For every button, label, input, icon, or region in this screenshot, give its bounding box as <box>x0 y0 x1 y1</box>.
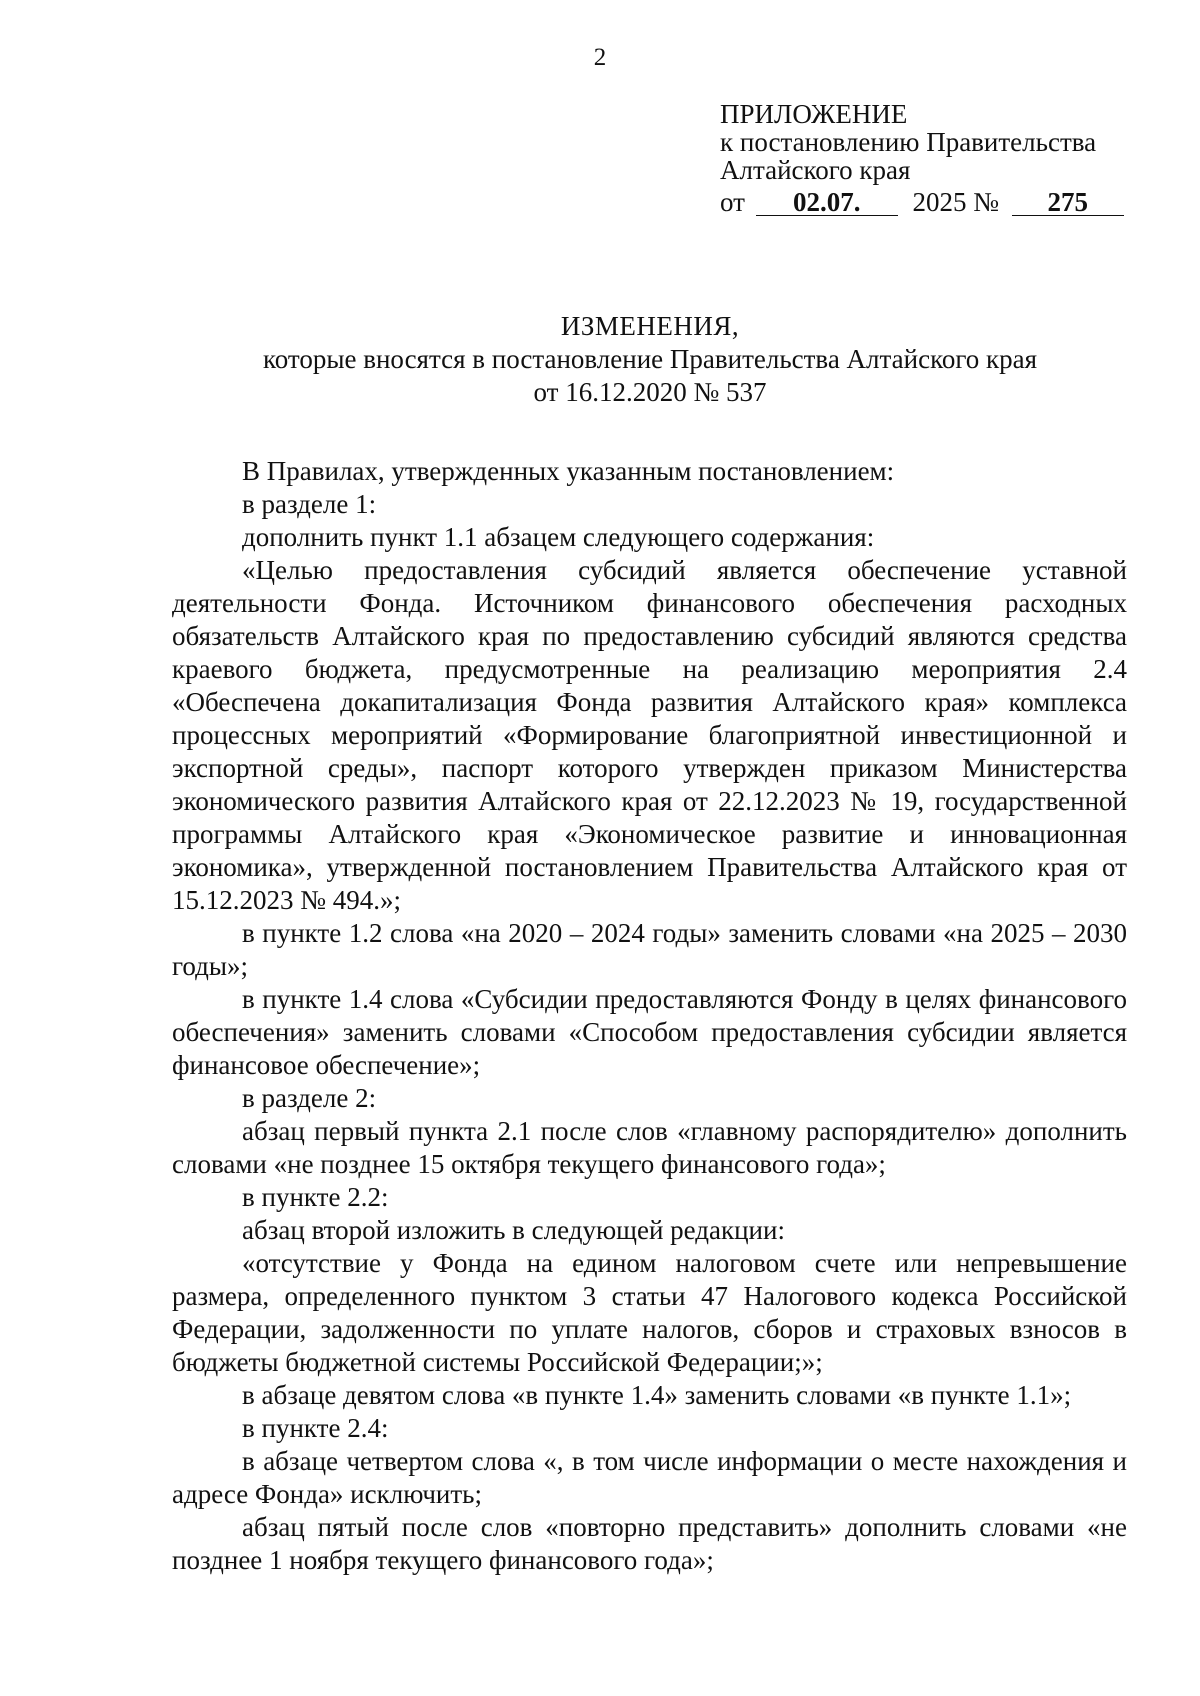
appendix-date-line <box>720 188 1140 216</box>
document-reference: от 16.12.2020 № 537 <box>533 377 767 407</box>
paragraph: в пункте 1.2 слова «на 2020 – 2024 годы» заменить словами «на 2025 – 2030 годы»; <box>172 918 1127 981</box>
paragraph: абзац второй изложить в следующей редакции: <box>242 1215 785 1245</box>
appendix-title: ПРИЛОЖЕНИЕ <box>720 99 908 129</box>
paragraph: в разделе 1: <box>242 489 377 519</box>
document-subtitle: которые вносятся в постановление Правительства Алтайского края <box>262 344 1037 374</box>
paragraph: в абзаце девятом слова «в пункте 1.4» заменить словами «в пункте 1.1»; <box>242 1380 1072 1410</box>
body-text <box>172 455 1127 1577</box>
paragraph: в абзаце четвертом слова «, в том числе информации о месте нахождения и адресе Фонда» исключить; <box>172 1446 1127 1509</box>
decree-year: 2025 № <box>912 187 999 217</box>
from-label: от <box>720 187 745 217</box>
paragraph: абзац первый пункта 2.1 после слов «главному распорядителю» дополнить словами «не позднее 15 октября текущего финансового года»; <box>172 1116 1127 1179</box>
paragraph: в пункте 2.2: <box>242 1182 389 1212</box>
appendix-line-2: Алтайского края <box>720 155 911 185</box>
document-title: ИЗМЕНЕНИЯ, <box>560 311 740 341</box>
decree-number: 275 <box>1012 189 1124 216</box>
page-number: 2 <box>593 44 607 71</box>
paragraph: в пункте 1.4 слова «Субсидии предоставляются Фонду в целях финансового обеспечения» заменить словами «Способом предоставления субсидии является финансовое обеспечение»; <box>172 984 1127 1080</box>
appendix-block <box>720 100 1140 216</box>
heading-block <box>0 310 1200 409</box>
paragraph: «Целью предоставления субсидий является обеспечение уставной деятельности Фонда. Источником финансового обеспечения расходных обязательств Алтайского края по предоставлению субсидий являются средства краевого бюджета, предусмотренные на реализацию мероприятия 2.4 «Обеспечена докапитализация Фонда развития Алтайского края» комплекса процессных мероприятий «Формирование благоприятной инвестиционной и экспортной среды», паспорт которого утвержден приказом Министерства экономического развития Алтайского края от 22.12.2023 № 19, государственной программы Алтайского края «Экономическое развитие и инновационная экономика», утвержденной постановлением Правительства Алтайского края от 15.12.2023 № 494.»; <box>172 555 1127 915</box>
paragraph: в пункте 2.4: <box>242 1413 389 1443</box>
paragraph: В Правилах, утвержденных указанным постановлением: <box>242 456 895 486</box>
paragraph: в разделе 2: <box>242 1083 377 1113</box>
paragraph: «отсутствие у Фонда на едином налоговом счете или непревышение размера, определенного пунктом 3 статьи 47 Налогового кодекса Российской Федерации, задолженности по уплате налогов, сборов и страховых взносов в бюджеты бюджетной системы Российской Федерации;»; <box>172 1248 1127 1377</box>
decree-date: 02.07. <box>756 189 898 216</box>
appendix-line-1: к постановлению Правительства <box>720 127 1097 157</box>
paragraph: абзац пятый после слов «повторно представить» дополнить словами «не позднее 1 ноября текущего финансового года»; <box>172 1512 1127 1575</box>
paragraph: дополнить пункт 1.1 абзацем следующего содержания: <box>242 522 875 552</box>
